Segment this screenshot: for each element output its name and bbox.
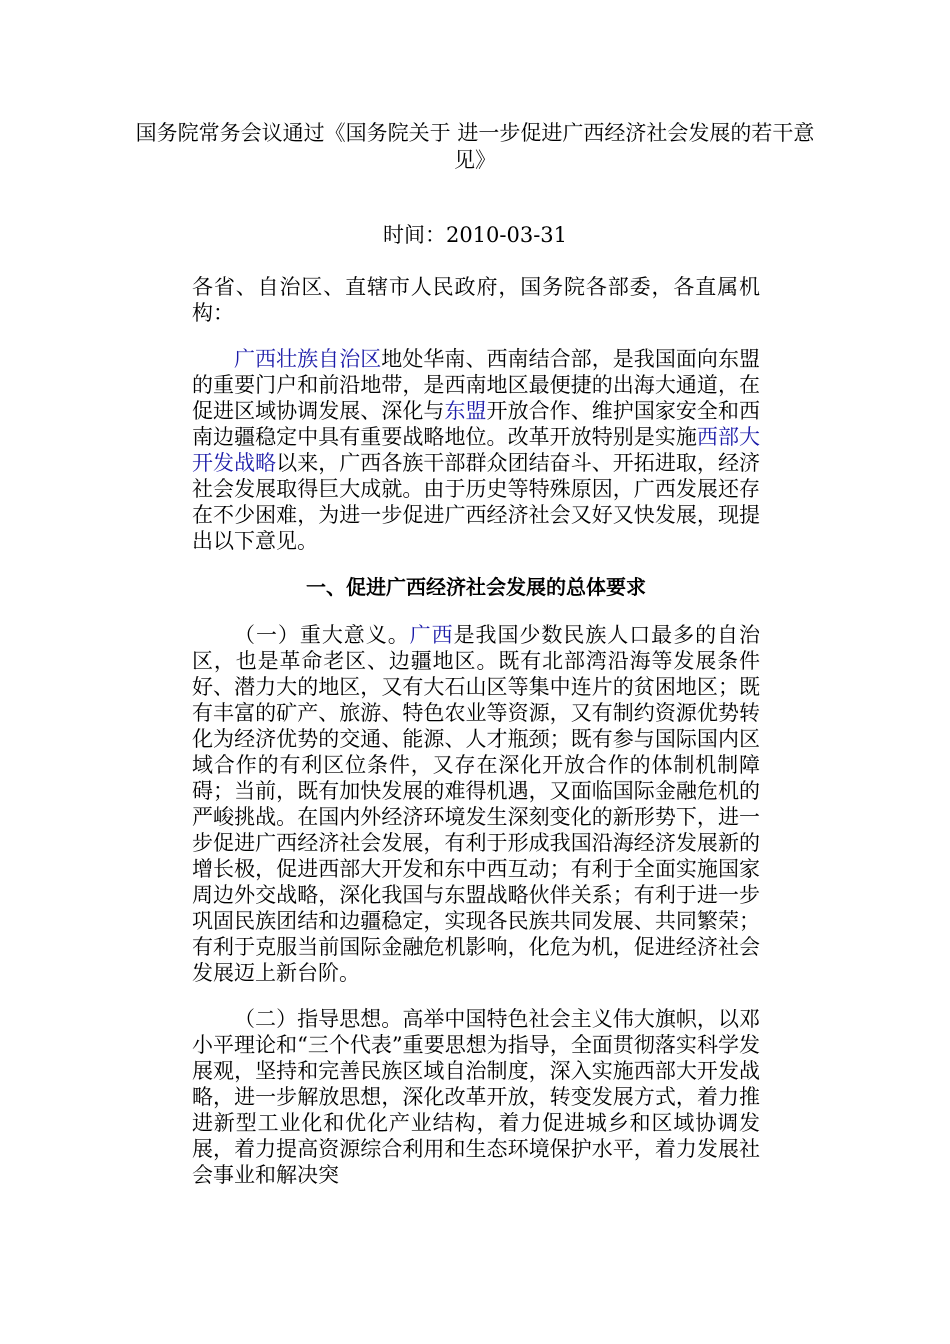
paragraph-guiding-thought: （二）指导思想。高举中国特色社会主义伟大旗帜，以邓小平理论和“三个代表”重要思想为指导，全面贯彻落实科学发展观，坚持和完善民族区域自治制度，深入实施西部大开发战略，进一步解放思想，深化改革开放，转变发展方式，着力推进新型工业化和优化产业结构，着力促进城乡和区域协调发展，着力提高资源综合利用和生态环境保护水平，着力发展社会事业和解决突 [192,1007,760,1187]
section-heading: 一、促进广西经济社会发展的总体要求 [306,575,646,599]
intro-paragraph [192,346,760,554]
intro-text-2: 开放合作、维护国家安全和西南边疆稳定中具有重要战略地位。改革开放特别是实施 [192,399,761,449]
document-title: 国务院常务会议通过《国务院关于 进一步促进广西经济社会发展的若干意见》 [135,121,815,172]
intro-text-1: 地处华南、西南结合部，是我国面向东盟的重要门户和前沿地带，是西南地区最便捷的出海大通道，在促进区域协调发展、深化与 [192,347,761,423]
p1-text: 是我国少数民族人口最多的自治区，也是革命老区、边疆地区。既有北部湾沿海等发展条件好、潜力大的地区，又有大石山区等集中连片的贫困地区；既有丰富的矿产、旅游、特色农业等资源，又有制约资源优势转化为经济优势的交通、能源、人才瓶颈；既有参与国际国内区域合作的有利区位条件，又存在深化开放合作的体制机制障碍；当前，既有加快发展的难得机遇，又面临国际金融危机的严峻挑战。在国内外经济环境发生深刻变化的新形势下，进一步促进广西经济社会发展，有利于形成我国沿海经济发展新的增长极，促进西部大开发和东中西互动；有利于全面实施国家周边外交战略，深化我国与东盟战略伙伴关系；有利于进一步巩固民族团结和边疆稳定，实现各民族共同发展、共同繁荣；有利于克服当前国际金融危机影响，化危为机，促进经济社会发展迈上新台阶。 [192,623,761,985]
paragraph-significance [192,622,760,986]
link-western-development[interactable]: 西部大开发战略 [192,425,760,475]
publish-date: 时间：2010-03-31 [382,223,568,247]
addressee: 各省、自治区、直辖市人民政府，国务院各部委，各直属机构： [192,275,760,325]
p1-lead: （一）重大意义。 [234,623,410,647]
link-guangxi[interactable]: 广西 [409,623,454,647]
link-guangxi-zhuang[interactable]: 广西壮族自治区 [234,347,382,371]
intro-text-3: 以来，广西各族干部群众团结奋斗、开拓进取，经济社会发展取得巨大成就。由于历史等特殊原因，广西发展还存在不少困难，为进一步促进广西经济社会又好又快发展，现提出以下意见。 [192,451,761,553]
document-body [192,274,760,1188]
link-asean[interactable]: 东盟 [444,399,487,423]
